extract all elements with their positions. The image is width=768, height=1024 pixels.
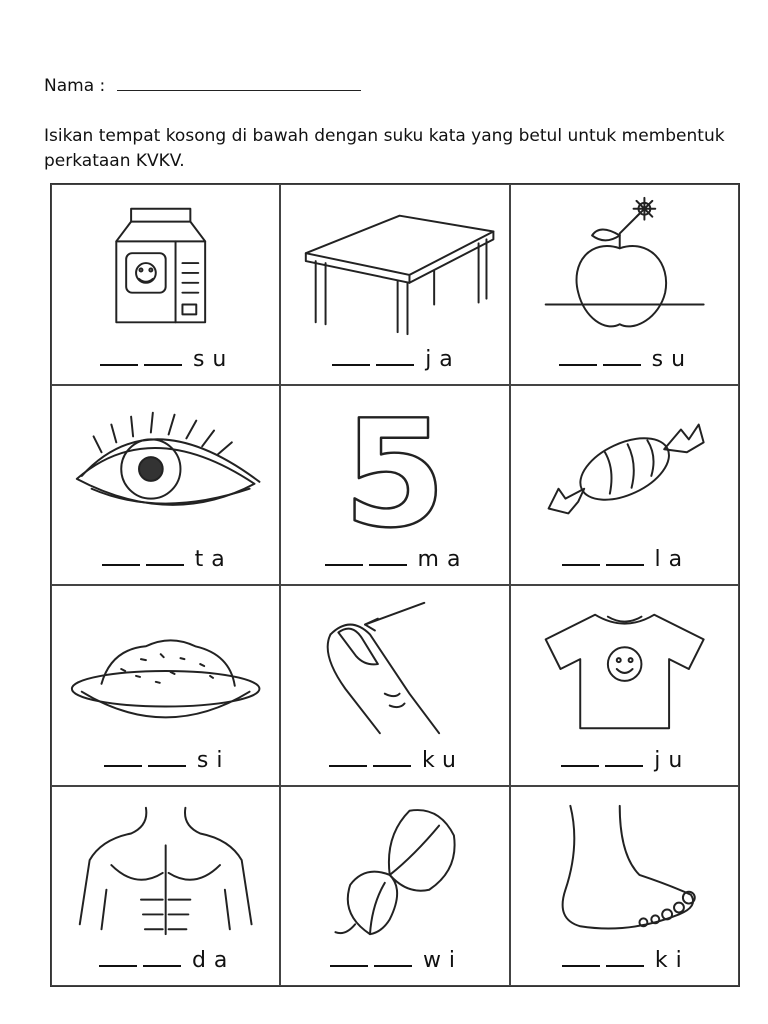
answer-blank[interactable] [332,346,370,366]
milk-carton-icon [62,193,269,343]
syllable-text: da [191,948,236,973]
chest-icon [62,795,269,945]
answer-blank[interactable] [369,546,407,566]
number-five-icon [291,394,498,544]
exercise-cell [280,184,509,385]
answer-blank[interactable] [330,947,368,967]
syllable-text: su [651,346,694,372]
syllable-text: ma [417,547,469,572]
answer-row [52,947,279,973]
answer-blank[interactable] [559,346,597,366]
instruction-text: Isikan tempat kosong di bawah dengan suku kata yang betul untuk membentuk perkataan KVKV. [44,126,725,171]
answer-row [511,747,738,773]
answer-row [281,546,508,572]
name-field-row [44,76,361,96]
answer-blank[interactable] [562,546,600,566]
candy-icon [521,394,728,544]
syllable-text: ki [654,948,690,973]
answer-blank[interactable] [374,947,412,967]
rice-plate-icon [62,594,269,744]
answer-blank[interactable] [100,346,138,366]
spinach-icon [291,795,498,945]
answer-row [52,346,279,372]
answer-blank[interactable] [603,346,641,366]
syllable-text: ju [654,747,691,773]
exercise-cell [510,786,739,987]
exercise-cell [51,184,280,385]
answer-blank[interactable] [606,947,644,967]
answer-blank[interactable] [146,546,184,566]
answer-row [281,947,508,973]
syllable-text: ta [194,547,233,572]
answer-blank[interactable] [102,546,140,566]
syllable-text: la [654,547,691,572]
tshirt-icon [521,594,728,744]
answer-blank[interactable] [148,747,186,767]
exercise-cell [51,585,280,786]
answer-blank[interactable] [325,546,363,566]
answer-row [511,947,738,973]
answer-row [281,346,508,372]
exercise-cell [51,786,280,987]
digit-five-text: 5 [343,393,447,544]
syllable-text: ku [421,747,464,773]
exercise-cell [280,786,509,987]
syllable-text: su [192,346,235,372]
exercise-cell [510,585,739,786]
eye-icon [62,394,269,544]
answer-blank[interactable] [606,546,644,566]
table-icon [291,193,498,343]
exercise-grid [50,183,740,987]
answer-row [511,546,738,572]
syllable-text: si [196,747,231,773]
answer-blank[interactable] [143,947,181,967]
apple-icon [521,193,728,343]
foot-icon [521,795,728,945]
answer-blank[interactable] [562,947,600,967]
answer-row [511,346,738,372]
answer-row [281,747,508,773]
answer-row [52,546,279,572]
fingernail-icon [291,594,498,744]
answer-blank[interactable] [99,947,137,967]
exercise-cell [510,184,739,385]
name-label: Nama : [44,76,106,96]
syllable-text: wi [422,948,464,973]
name-input-line[interactable] [117,76,361,91]
answer-blank[interactable] [376,346,414,366]
syllable-text: ja [425,346,461,372]
exercise-cell [510,385,739,586]
exercise-cell [51,385,280,586]
answer-blank[interactable] [605,747,643,767]
exercise-cell [280,585,509,786]
answer-row [52,747,279,773]
exercise-cell [280,385,509,586]
answer-blank[interactable] [561,747,599,767]
answer-blank[interactable] [373,747,411,767]
answer-blank[interactable] [104,747,142,767]
answer-blank[interactable] [144,346,182,366]
answer-blank[interactable] [329,747,367,767]
